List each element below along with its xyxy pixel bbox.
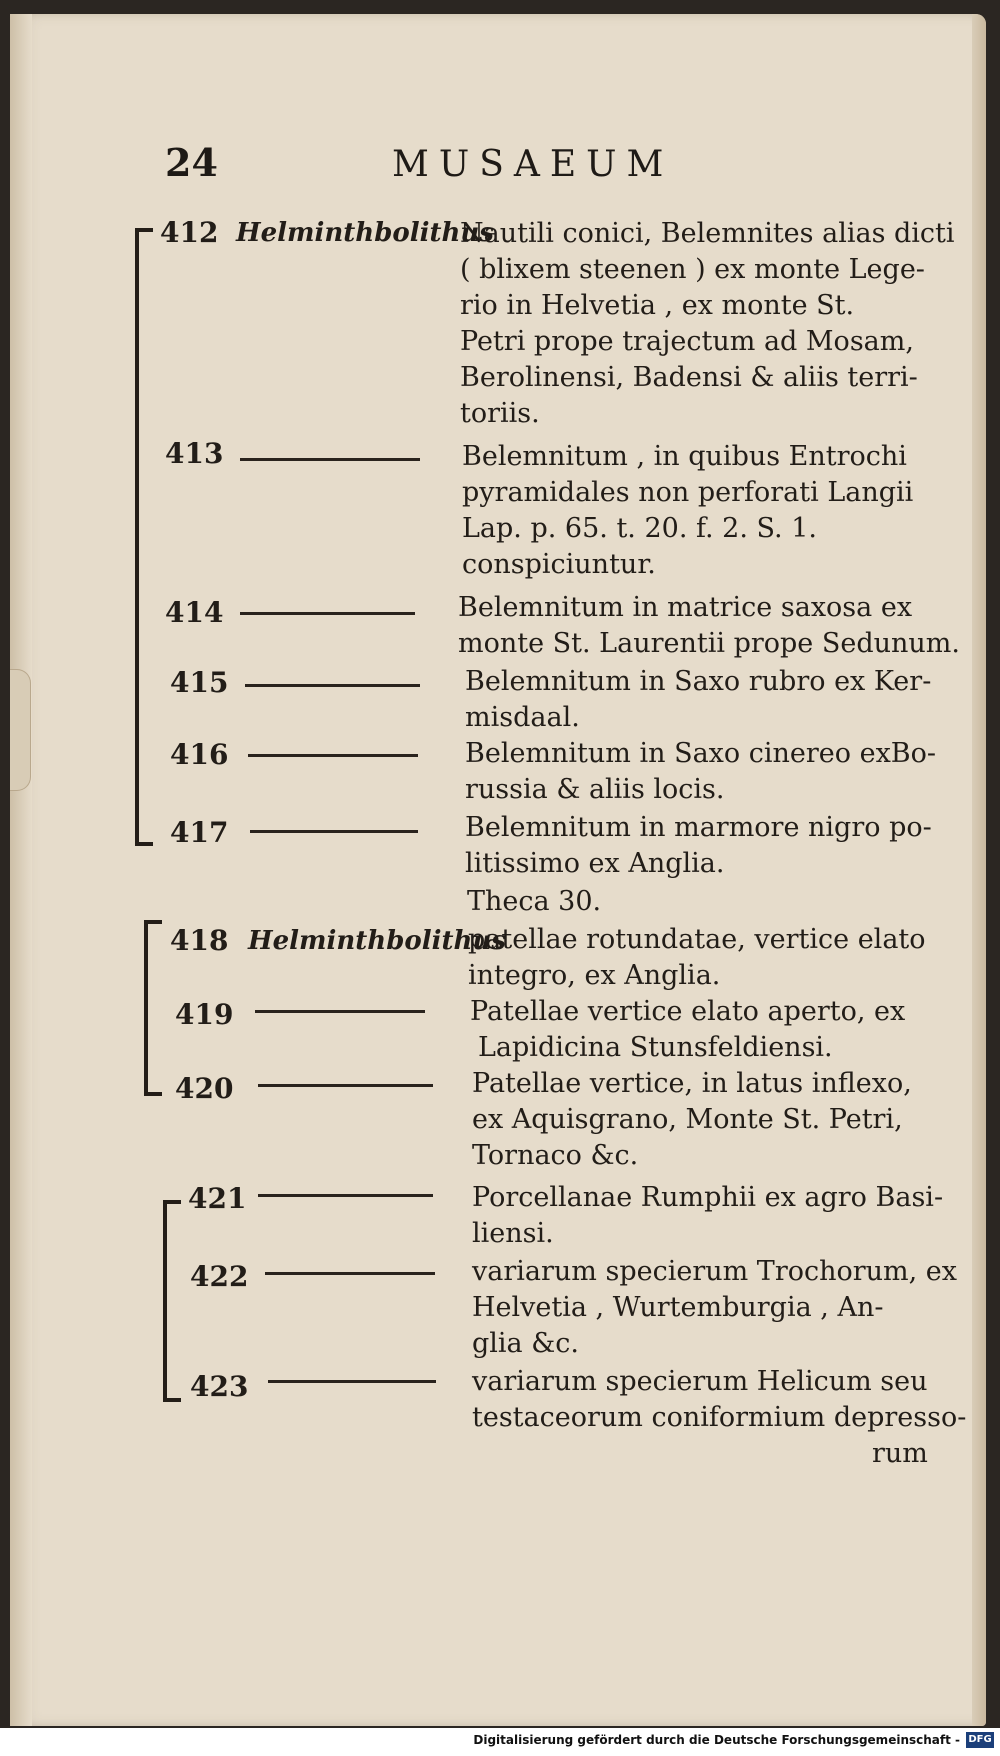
- theca-label: Theca 30.: [467, 886, 602, 917]
- entry-line: Tornaco &c.: [472, 1140, 639, 1171]
- entry-line: russia & aliis locis.: [465, 774, 725, 805]
- ditto-dash: [268, 1380, 436, 1383]
- ditto-dash: [250, 830, 418, 833]
- entry-line: liensi.: [472, 1218, 554, 1249]
- page-gutter: [10, 14, 32, 1726]
- ditto-dash: [258, 1084, 433, 1087]
- entry-line: toriis.: [460, 398, 540, 429]
- entry-number: 412: [160, 216, 219, 249]
- ditto-dash: [255, 1010, 425, 1013]
- entry-number: 413: [165, 437, 224, 470]
- entry-number: 420: [175, 1072, 234, 1105]
- entry-line: Belemnitum in Saxo rubro ex Ker-: [465, 666, 932, 697]
- entry-line: Petri prope trajectum ad Mosam,: [460, 326, 914, 357]
- dfg-logo: DFG: [966, 1732, 994, 1748]
- page-number: 24: [165, 140, 218, 185]
- ditto-dash: [240, 612, 415, 615]
- entry-line: Belemnitum in matrice saxosa ex: [458, 592, 913, 623]
- digitization-footer: [0, 1728, 1000, 1756]
- entry-line: Porcellanae Rumphii ex agro Basi-: [472, 1182, 944, 1213]
- entry-genus: Helminthbolithus: [248, 926, 506, 956]
- entry-number: 414: [165, 596, 224, 629]
- entry-number: 417: [170, 816, 229, 849]
- entry-genus: Helminthbolithus: [236, 218, 494, 248]
- entry-line: Belemnitum in Saxo cinereo exBo-: [465, 738, 937, 769]
- entry-number: 418: [170, 924, 229, 957]
- group-bracket-patellae: [144, 920, 162, 1096]
- entry-line: variarum specierum Trochorum, ex: [472, 1256, 958, 1287]
- entry-line: conspiciuntur.: [462, 549, 656, 580]
- entry-line: ex Aquisgrano, Monte St. Petri,: [472, 1104, 903, 1135]
- entry-number: 423: [190, 1370, 249, 1403]
- entry-line: Patellae vertice, in latus inflexo,: [472, 1068, 912, 1099]
- entry-line: Belemnitum , in quibus Entrochi: [462, 441, 907, 472]
- entry-line: patellae rotundatae, vertice elato: [468, 924, 926, 955]
- ditto-dash: [248, 754, 418, 757]
- entry-line: ( blixem steenen ) ex monte Lege-: [460, 254, 925, 285]
- entry-line: Belemnitum in marmore nigro po-: [465, 812, 932, 843]
- entry-number: 416: [170, 738, 229, 771]
- group-bracket-helicum: [163, 1200, 181, 1402]
- entry-line: misdaal.: [465, 702, 580, 733]
- entry-line: testaceorum coniformium depresso-: [472, 1402, 967, 1433]
- entry-line: Helvetia , Wurtemburgia , An-: [472, 1292, 884, 1323]
- entry-line: variarum specierum Helicum seu: [472, 1366, 928, 1397]
- entry-line: rio in Helvetia , ex monte St.: [460, 290, 855, 321]
- page-header: [10, 140, 986, 190]
- entry-line: Lapidicina Stunsfeldiensi.: [478, 1032, 833, 1063]
- entry-line: pyramidales non perforati Langii: [462, 477, 914, 508]
- book-page: [10, 14, 986, 1726]
- ditto-dash: [240, 458, 420, 461]
- group-bracket-belemnites: [135, 228, 153, 846]
- entry-number: 422: [190, 1260, 249, 1293]
- entry-line: Lap. p. 65. t. 20. f. 2. S. 1.: [462, 513, 817, 544]
- page-tab: [10, 669, 31, 791]
- entry-line: litissimo ex Anglia.: [465, 848, 725, 879]
- entry-line: monte St. Laurentii prope Sedunum.: [458, 628, 960, 659]
- entry-line: Nautili conici, Belemnites alias dicti: [460, 218, 955, 249]
- footer-credit: Digitalisierung gefördert durch die Deutsche Forschungsgemeinschaft -: [473, 1733, 960, 1747]
- entry-line: integro, ex Anglia.: [468, 960, 721, 991]
- entry-number: 419: [175, 998, 234, 1031]
- catchword: rum: [872, 1438, 928, 1469]
- running-title: MUSAEUM: [392, 144, 674, 185]
- ditto-dash: [265, 1272, 435, 1275]
- entry-line: Berolinensi, Badensi & aliis terri-: [460, 362, 918, 393]
- ditto-dash: [245, 684, 420, 687]
- ditto-dash: [258, 1194, 433, 1197]
- page-edge: [972, 14, 986, 1726]
- entry-line: glia &c.: [472, 1328, 579, 1359]
- entry-line: Patellae vertice elato aperto, ex: [470, 996, 906, 1027]
- entry-number: 421: [188, 1182, 247, 1215]
- entry-number: 415: [170, 666, 229, 699]
